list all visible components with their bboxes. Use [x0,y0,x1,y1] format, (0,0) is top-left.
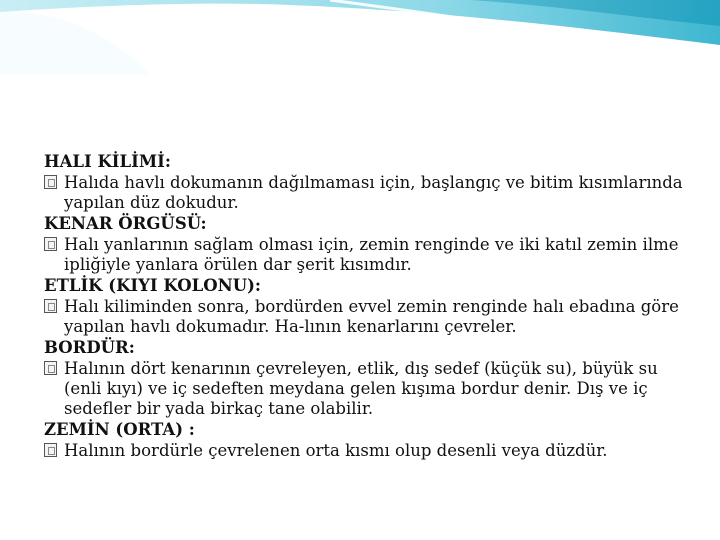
section-zemin [44,420,694,461]
bullet-text: Halının bordürle çevrelenen orta kısmı olup desenli veya düzdür. [64,441,608,460]
bullet-item [44,297,694,337]
header-left-band [0,12,150,75]
section-heading: HALI KİLİMİ: [44,152,171,171]
bullet-item [44,173,694,213]
bullet-box-icon [44,443,57,457]
bullet-box-icon [44,175,57,189]
section-heading: ETLİK (KIYI KOLONU): [44,276,261,295]
bullet-item [44,441,694,461]
section-heading: BORDÜR: [44,338,135,357]
section-heading: KENAR ÖRGÜSÜ: [44,214,207,233]
bullet-text: Halı yanlarının sağlam olması için, zemin renginde ve iki katıl zemin ilme ipliğiyle yanlara örülen dar şerit kısımdır. [64,235,679,274]
bullet-item [44,359,694,419]
section-etlik [44,276,694,337]
bullet-box-icon [44,299,57,313]
section-heading: ZEMİN (ORTA) : [44,420,195,439]
bullet-text: Halıda havlı dokumanın dağılmaması için, başlangıç ve bitim kısımlarında yapılan düz dokudur. [64,173,683,212]
bullet-text: Halının dört kenarının çevreleyen, etlik, dış sedef (küçük su), büyük su (enli kıyı) ve iç sedeften meydana gelen kışıma bordur denir. Dış ve iç sedefler bir yada birkaç tane olabilir. [64,359,658,418]
bullet-item [44,235,694,275]
slide-content [44,152,694,462]
bullet-box-icon [44,237,57,251]
section-kenar-orgusu [44,214,694,275]
section-hali-kilimi [44,152,694,213]
section-bordur [44,338,694,419]
slide-header-decoration [0,0,720,80]
bullet-box-icon [44,361,57,375]
bullet-text: Halı kiliminden sonra, bordürden evvel zemin renginde halı ebadına göre yapılan havlı dokumadır. Ha-lının kenarlarını çevreler. [64,297,679,336]
